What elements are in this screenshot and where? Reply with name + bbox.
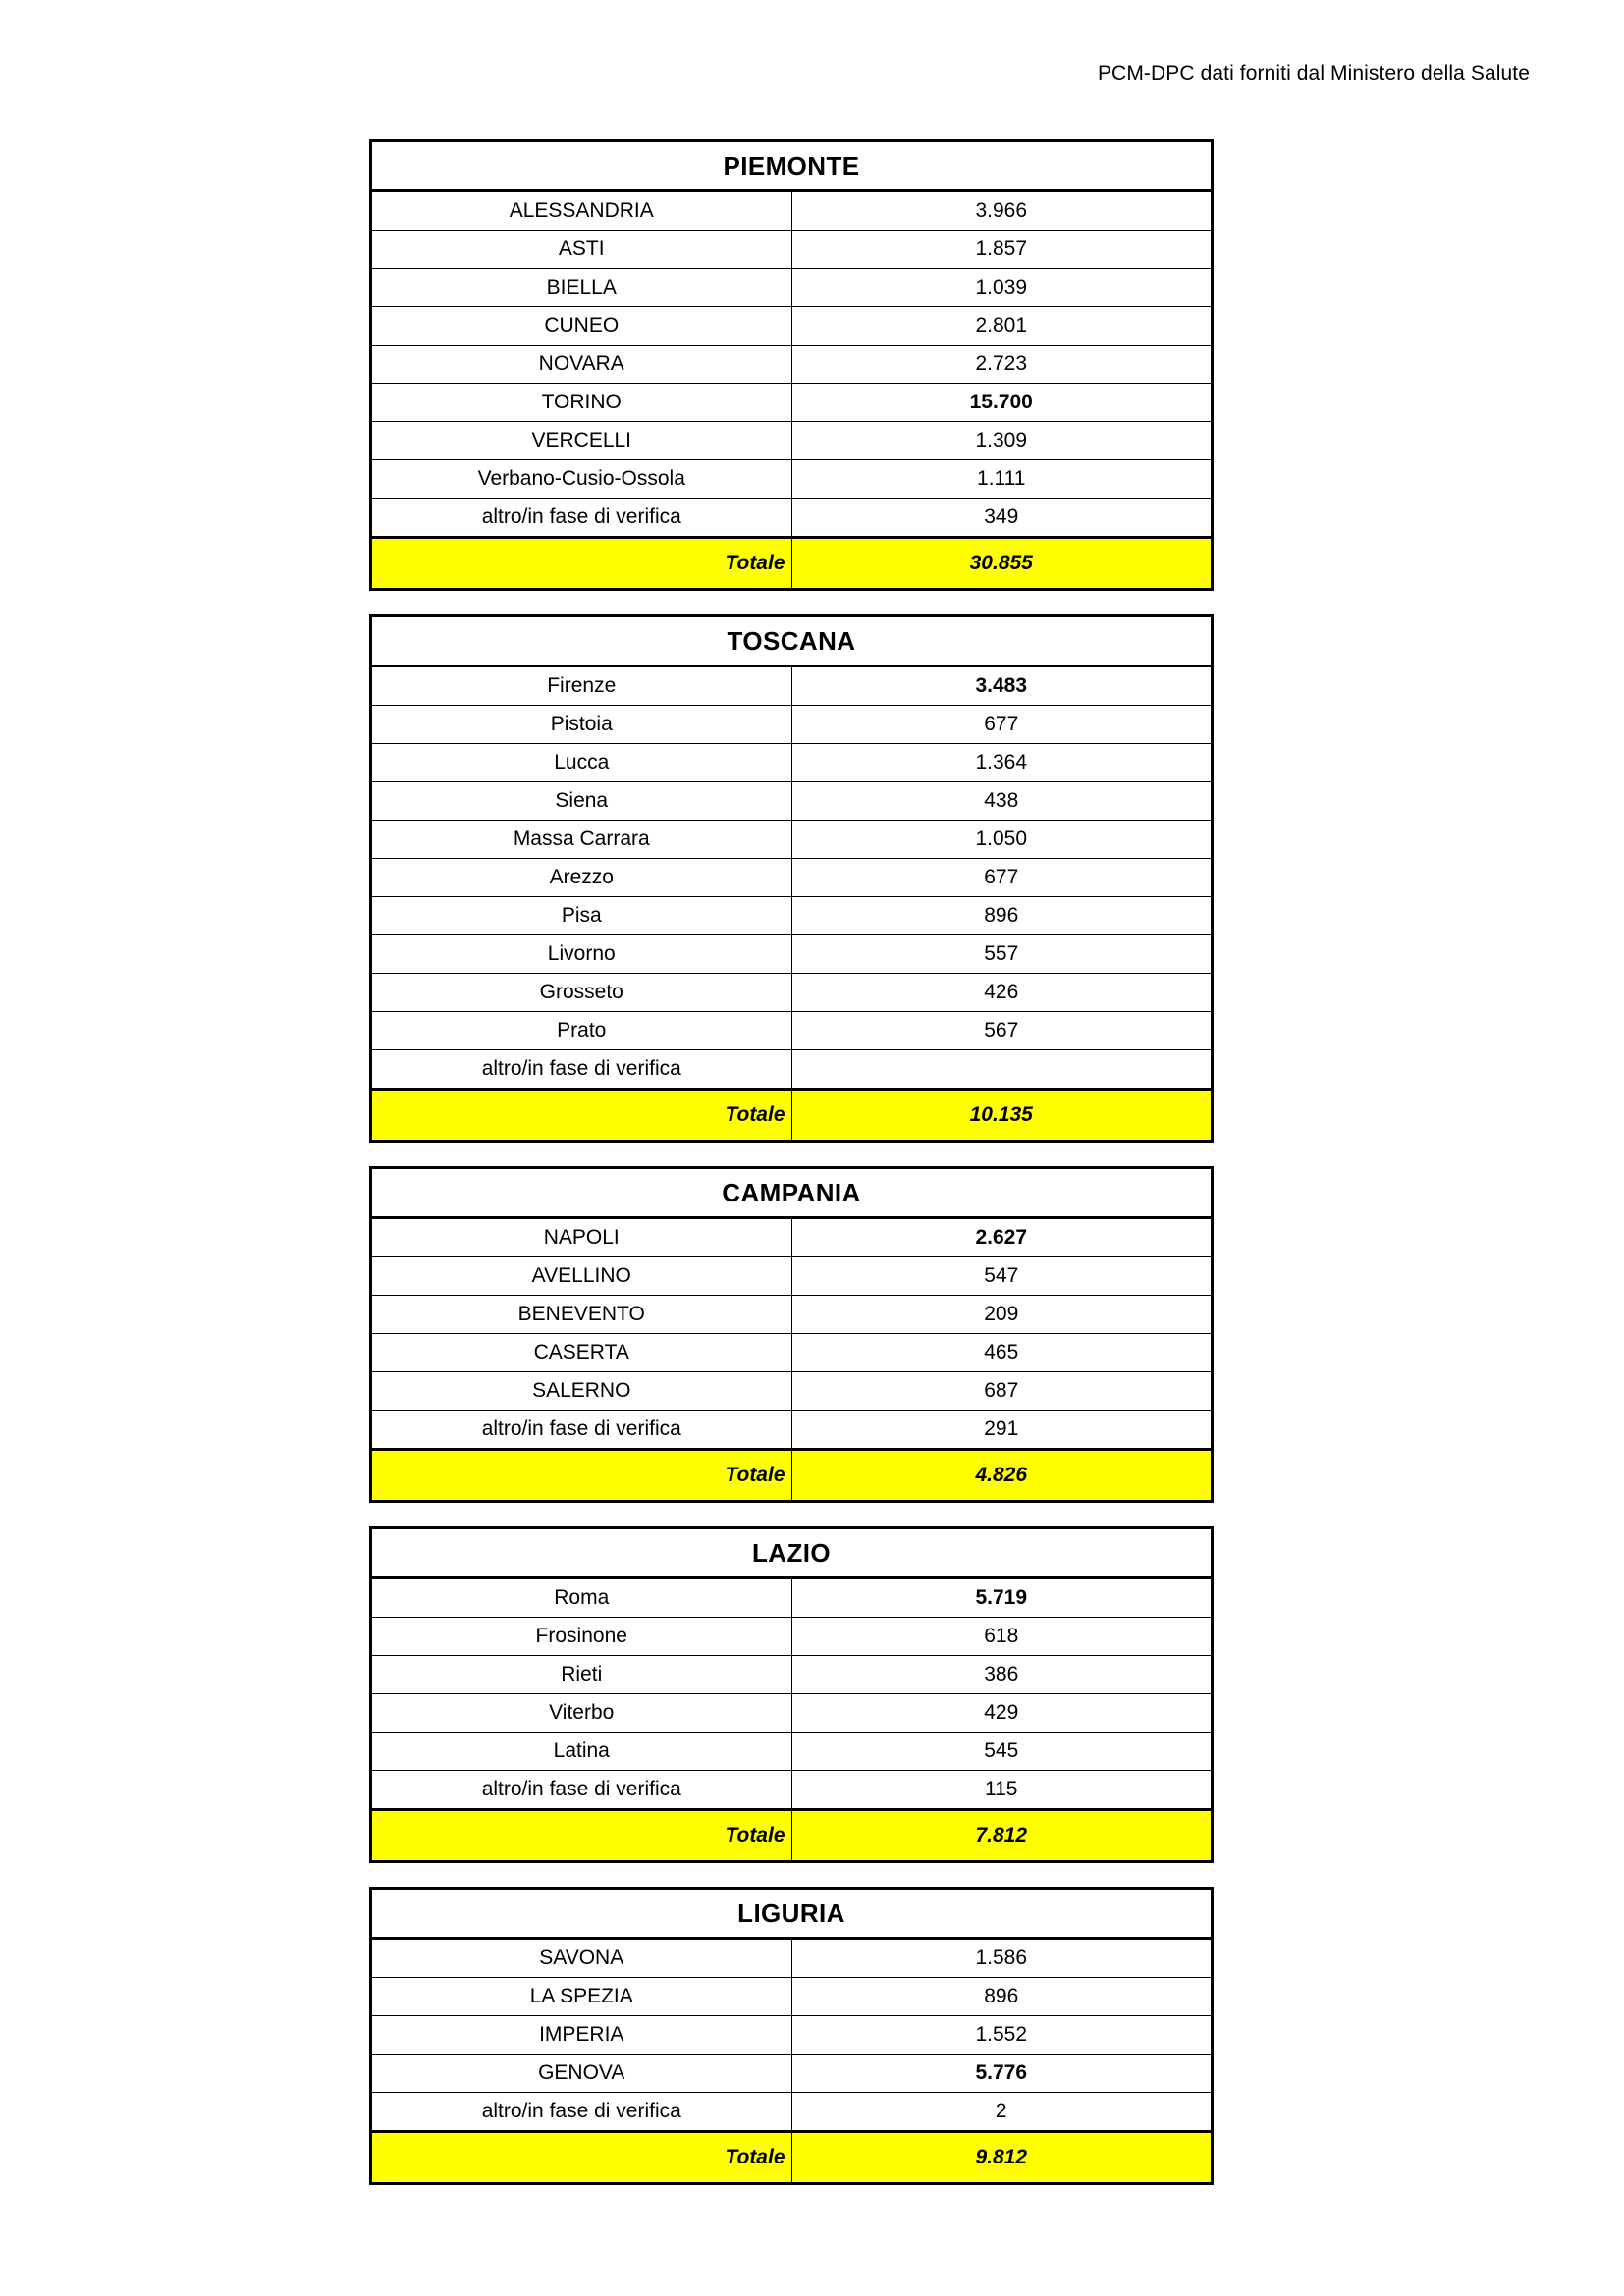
total-value: 7.812 xyxy=(791,1810,1213,1862)
province-value: 115 xyxy=(791,1771,1213,1810)
region-total-row xyxy=(371,538,1213,590)
table-row xyxy=(371,1939,1213,1978)
province-value: 1.586 xyxy=(791,1939,1213,1978)
region-name: TOSCANA xyxy=(371,616,1213,667)
province-value: 2 xyxy=(791,2093,1213,2132)
table-row xyxy=(371,231,1213,269)
province-name: AVELLINO xyxy=(371,1257,792,1296)
document-source-note: PCM-DPC dati forniti dal Ministero della Salute xyxy=(1097,62,1530,84)
total-label: Totale xyxy=(371,2132,792,2184)
table-row xyxy=(371,744,1213,782)
province-name: ASTI xyxy=(371,231,792,269)
province-value: 618 xyxy=(791,1618,1213,1656)
total-label: Totale xyxy=(371,538,792,590)
region-title-row xyxy=(371,141,1213,191)
province-value: 2.627 xyxy=(791,1218,1213,1257)
region-title-row xyxy=(371,616,1213,667)
province-name: altro/in fase di verifica xyxy=(371,2093,792,2132)
province-value: 438 xyxy=(791,782,1213,821)
province-name: Siena xyxy=(371,782,792,821)
province-name: altro/in fase di verifica xyxy=(371,1771,792,1810)
table-row xyxy=(371,269,1213,307)
table-row xyxy=(371,307,1213,346)
table-row xyxy=(371,706,1213,744)
table-row xyxy=(371,1771,1213,1810)
province-value: 1.111 xyxy=(791,460,1213,499)
province-name: Roma xyxy=(371,1578,792,1618)
region-total-row xyxy=(371,1090,1213,1142)
total-value: 4.826 xyxy=(791,1450,1213,1502)
province-value: 896 xyxy=(791,897,1213,935)
province-name: Firenze xyxy=(371,667,792,706)
table-row xyxy=(371,1978,1213,2016)
table-row xyxy=(371,1656,1213,1694)
total-value: 9.812 xyxy=(791,2132,1213,2184)
region-title-row xyxy=(371,1889,1213,1939)
province-value: 5.776 xyxy=(791,2055,1213,2093)
table-row xyxy=(371,2055,1213,2093)
province-value: 1.309 xyxy=(791,422,1213,460)
province-name: CUNEO xyxy=(371,307,792,346)
region-tables-container xyxy=(369,139,1214,2209)
province-value: 557 xyxy=(791,935,1213,974)
province-name: TORINO xyxy=(371,384,792,422)
province-name: Arezzo xyxy=(371,859,792,897)
table-row xyxy=(371,782,1213,821)
province-name: LA SPEZIA xyxy=(371,1978,792,2016)
total-label: Totale xyxy=(371,1450,792,1502)
province-value: 15.700 xyxy=(791,384,1213,422)
province-value: 429 xyxy=(791,1694,1213,1733)
province-name: IMPERIA xyxy=(371,2016,792,2055)
province-name: Livorno xyxy=(371,935,792,974)
province-value: 1.050 xyxy=(791,821,1213,859)
province-value: 567 xyxy=(791,1012,1213,1050)
province-value: 677 xyxy=(791,859,1213,897)
region-total-row xyxy=(371,1810,1213,1862)
region-name: LIGURIA xyxy=(371,1889,1213,1939)
province-value: 545 xyxy=(791,1733,1213,1771)
region-table xyxy=(369,1166,1214,1503)
table-row xyxy=(371,191,1213,231)
province-value: 1.552 xyxy=(791,2016,1213,2055)
province-name: altro/in fase di verifica xyxy=(371,1411,792,1450)
province-value: 677 xyxy=(791,706,1213,744)
table-row xyxy=(371,346,1213,384)
table-row xyxy=(371,974,1213,1012)
province-value: 896 xyxy=(791,1978,1213,2016)
province-value: 465 xyxy=(791,1334,1213,1372)
province-value xyxy=(791,1050,1213,1090)
province-name: Frosinone xyxy=(371,1618,792,1656)
table-row xyxy=(371,1411,1213,1450)
province-value: 349 xyxy=(791,499,1213,538)
total-label: Totale xyxy=(371,1810,792,1862)
province-value: 1.039 xyxy=(791,269,1213,307)
province-value: 3.966 xyxy=(791,191,1213,231)
province-value: 3.483 xyxy=(791,667,1213,706)
region-name: LAZIO xyxy=(371,1528,1213,1578)
province-value: 547 xyxy=(791,1257,1213,1296)
total-label: Totale xyxy=(371,1090,792,1142)
table-row xyxy=(371,1012,1213,1050)
region-name: PIEMONTE xyxy=(371,141,1213,191)
province-name: Rieti xyxy=(371,1656,792,1694)
table-row xyxy=(371,1733,1213,1771)
province-name: Lucca xyxy=(371,744,792,782)
table-row xyxy=(371,2016,1213,2055)
table-row xyxy=(371,1218,1213,1257)
province-name: BENEVENTO xyxy=(371,1296,792,1334)
region-total-row xyxy=(371,1450,1213,1502)
province-name: Prato xyxy=(371,1012,792,1050)
province-value: 687 xyxy=(791,1372,1213,1411)
table-row xyxy=(371,821,1213,859)
table-row xyxy=(371,667,1213,706)
table-row xyxy=(371,1694,1213,1733)
province-value: 2.723 xyxy=(791,346,1213,384)
region-total-row xyxy=(371,2132,1213,2184)
province-value: 1.364 xyxy=(791,744,1213,782)
province-name: NOVARA xyxy=(371,346,792,384)
province-name: GENOVA xyxy=(371,2055,792,2093)
region-table xyxy=(369,1887,1214,2185)
province-value: 386 xyxy=(791,1656,1213,1694)
province-name: Pisa xyxy=(371,897,792,935)
total-value: 30.855 xyxy=(791,538,1213,590)
province-name: Viterbo xyxy=(371,1694,792,1733)
table-row xyxy=(371,935,1213,974)
total-value: 10.135 xyxy=(791,1090,1213,1142)
province-name: SAVONA xyxy=(371,1939,792,1978)
table-row xyxy=(371,1334,1213,1372)
table-row xyxy=(371,1618,1213,1656)
province-name: altro/in fase di verifica xyxy=(371,499,792,538)
province-name: CASERTA xyxy=(371,1334,792,1372)
table-row xyxy=(371,897,1213,935)
table-row xyxy=(371,460,1213,499)
province-name: VERCELLI xyxy=(371,422,792,460)
table-row xyxy=(371,1372,1213,1411)
province-value: 1.857 xyxy=(791,231,1213,269)
province-value: 2.801 xyxy=(791,307,1213,346)
table-row xyxy=(371,499,1213,538)
table-row xyxy=(371,859,1213,897)
region-name: CAMPANIA xyxy=(371,1168,1213,1218)
table-row xyxy=(371,422,1213,460)
region-title-row xyxy=(371,1528,1213,1578)
table-row xyxy=(371,1050,1213,1090)
province-name: SALERNO xyxy=(371,1372,792,1411)
region-table xyxy=(369,1526,1214,1863)
province-name: NAPOLI xyxy=(371,1218,792,1257)
province-name: Latina xyxy=(371,1733,792,1771)
table-row xyxy=(371,384,1213,422)
region-table xyxy=(369,139,1214,591)
table-row xyxy=(371,1578,1213,1618)
province-name: Pistoia xyxy=(371,706,792,744)
province-value: 291 xyxy=(791,1411,1213,1450)
province-name: Massa Carrara xyxy=(371,821,792,859)
province-name: BIELLA xyxy=(371,269,792,307)
province-name: Grosseto xyxy=(371,974,792,1012)
province-name: Verbano-Cusio-Ossola xyxy=(371,460,792,499)
table-row xyxy=(371,1257,1213,1296)
province-name: altro/in fase di verifica xyxy=(371,1050,792,1090)
province-value: 209 xyxy=(791,1296,1213,1334)
province-value: 5.719 xyxy=(791,1578,1213,1618)
region-title-row xyxy=(371,1168,1213,1218)
province-value: 426 xyxy=(791,974,1213,1012)
province-name: ALESSANDRIA xyxy=(371,191,792,231)
table-row xyxy=(371,1296,1213,1334)
table-row xyxy=(371,2093,1213,2132)
region-table xyxy=(369,614,1214,1143)
